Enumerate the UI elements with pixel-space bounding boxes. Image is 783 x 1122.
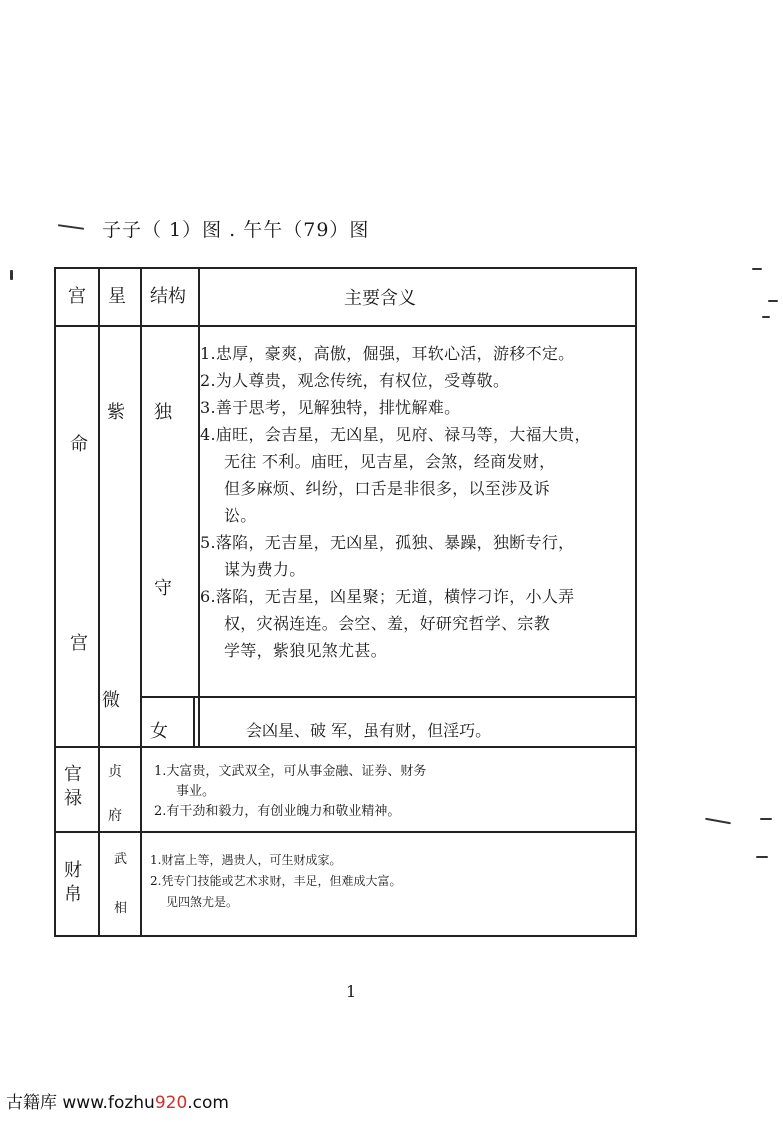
palace-ming-char: 宫	[70, 633, 88, 654]
scan-speck	[760, 818, 772, 820]
meaning-line: 2.有干劲和毅力，有创业魄力和敬业精神。	[154, 804, 401, 819]
title-dash	[58, 224, 84, 230]
scan-speck	[762, 316, 770, 318]
scan-speck	[10, 270, 13, 280]
header-star: 星	[108, 286, 126, 307]
header-palace: 宫	[68, 286, 86, 307]
section-divider-guanlu	[56, 746, 636, 748]
col-divider-star	[140, 269, 142, 937]
guanlu-meaning-list	[154, 762, 624, 822]
star-ziwei-char: 紫	[107, 402, 125, 423]
palace-guanlu-char: 官	[64, 764, 82, 785]
header-divider	[56, 325, 636, 327]
structure-nv-char: 女	[150, 721, 168, 742]
site-watermark	[6, 1088, 229, 1113]
scan-speck	[768, 300, 778, 302]
scan-speck	[756, 856, 768, 858]
watermark-text: 920	[154, 1093, 188, 1113]
meaning-line: 无往 不利。庙旺，见吉星，会煞，经商发财，	[224, 452, 556, 471]
meaning-line: 事业。	[176, 784, 216, 799]
meaning-line: 3.善于思考，见解独特，排忧解难。	[200, 398, 461, 417]
header-structure: 结构	[150, 286, 186, 307]
scan-speck	[705, 818, 731, 824]
star-zhenfu-char: 贞	[108, 764, 122, 780]
meaning-line: 2.凭专门技能或艺术求财，丰足，但难成大富。	[150, 874, 402, 888]
star-wuxiang-char: 武	[114, 852, 128, 867]
meaning-line: 4.庙旺，会吉星，无凶星，见府、禄马等，大福大贵，	[200, 425, 591, 444]
watermark-text: 古籍库 www.fozhu	[6, 1093, 155, 1113]
palace-ming-char: 命	[70, 434, 88, 455]
meaning-line: 学等，紫狼见煞尤甚。	[224, 641, 388, 660]
nv-divider	[140, 696, 636, 698]
col-divider-palace	[98, 269, 100, 937]
caibo-meaning-list	[150, 850, 620, 913]
figure-title: 子子（ 1）图 . 午午（79）图	[102, 219, 370, 241]
structure-dushou-char: 守	[154, 578, 172, 599]
palace-caibo-char: 财	[64, 860, 82, 881]
meaning-line: 谋为费力。	[224, 560, 306, 579]
palace-caibo-char: 帛	[64, 884, 82, 905]
star-wuxiang-char: 相	[114, 901, 128, 916]
nv-meaning: 会凶星、破 军，虽有财，但淫巧。	[246, 721, 492, 740]
meaning-line: 1.忠厚，豪爽，高傲，倔强，耳软心活，游移不定。	[200, 344, 575, 363]
col-divider-structure-lower	[193, 697, 195, 747]
scan-speck	[752, 268, 762, 270]
structure-dushou-char: 独	[154, 402, 172, 423]
palace-guanlu-char: 禄	[64, 788, 82, 809]
header-meaning: 主要含义	[344, 288, 416, 309]
meaning-line: 2.为人尊贵，观念传统，有权位，受尊敬。	[200, 371, 510, 390]
star-ziwei-char: 微	[102, 690, 120, 711]
meaning-line: 5.落陷，无吉星，无凶星，孤独、暴躁，独断专行，	[200, 533, 575, 552]
meaning-line: 1.财富上等，遇贵人，可生财成家。	[150, 853, 342, 867]
meaning-line: 讼。	[224, 506, 257, 525]
dushou-meaning-list	[200, 340, 630, 664]
meaning-line: 但多麻烦、纠纷，口舌是非很多，以至涉及诉	[224, 479, 551, 498]
meaning-line: 权，灾祸连连。会空、羞，好研究哲学、宗教	[224, 614, 551, 633]
watermark-text: .com	[187, 1093, 229, 1113]
meaning-line: 1.大富贵，文武双全，可从事金融、证券、财务	[154, 764, 427, 779]
meaning-line: 见四煞尤是。	[166, 895, 239, 909]
meaning-line: 6.落陷，无吉星，凶星聚；无道，横悖刁诈，小人弄	[200, 587, 575, 606]
section-divider-caibo	[56, 831, 636, 833]
star-zhenfu-char: 府	[108, 808, 122, 824]
page-number: 1	[346, 982, 357, 1001]
